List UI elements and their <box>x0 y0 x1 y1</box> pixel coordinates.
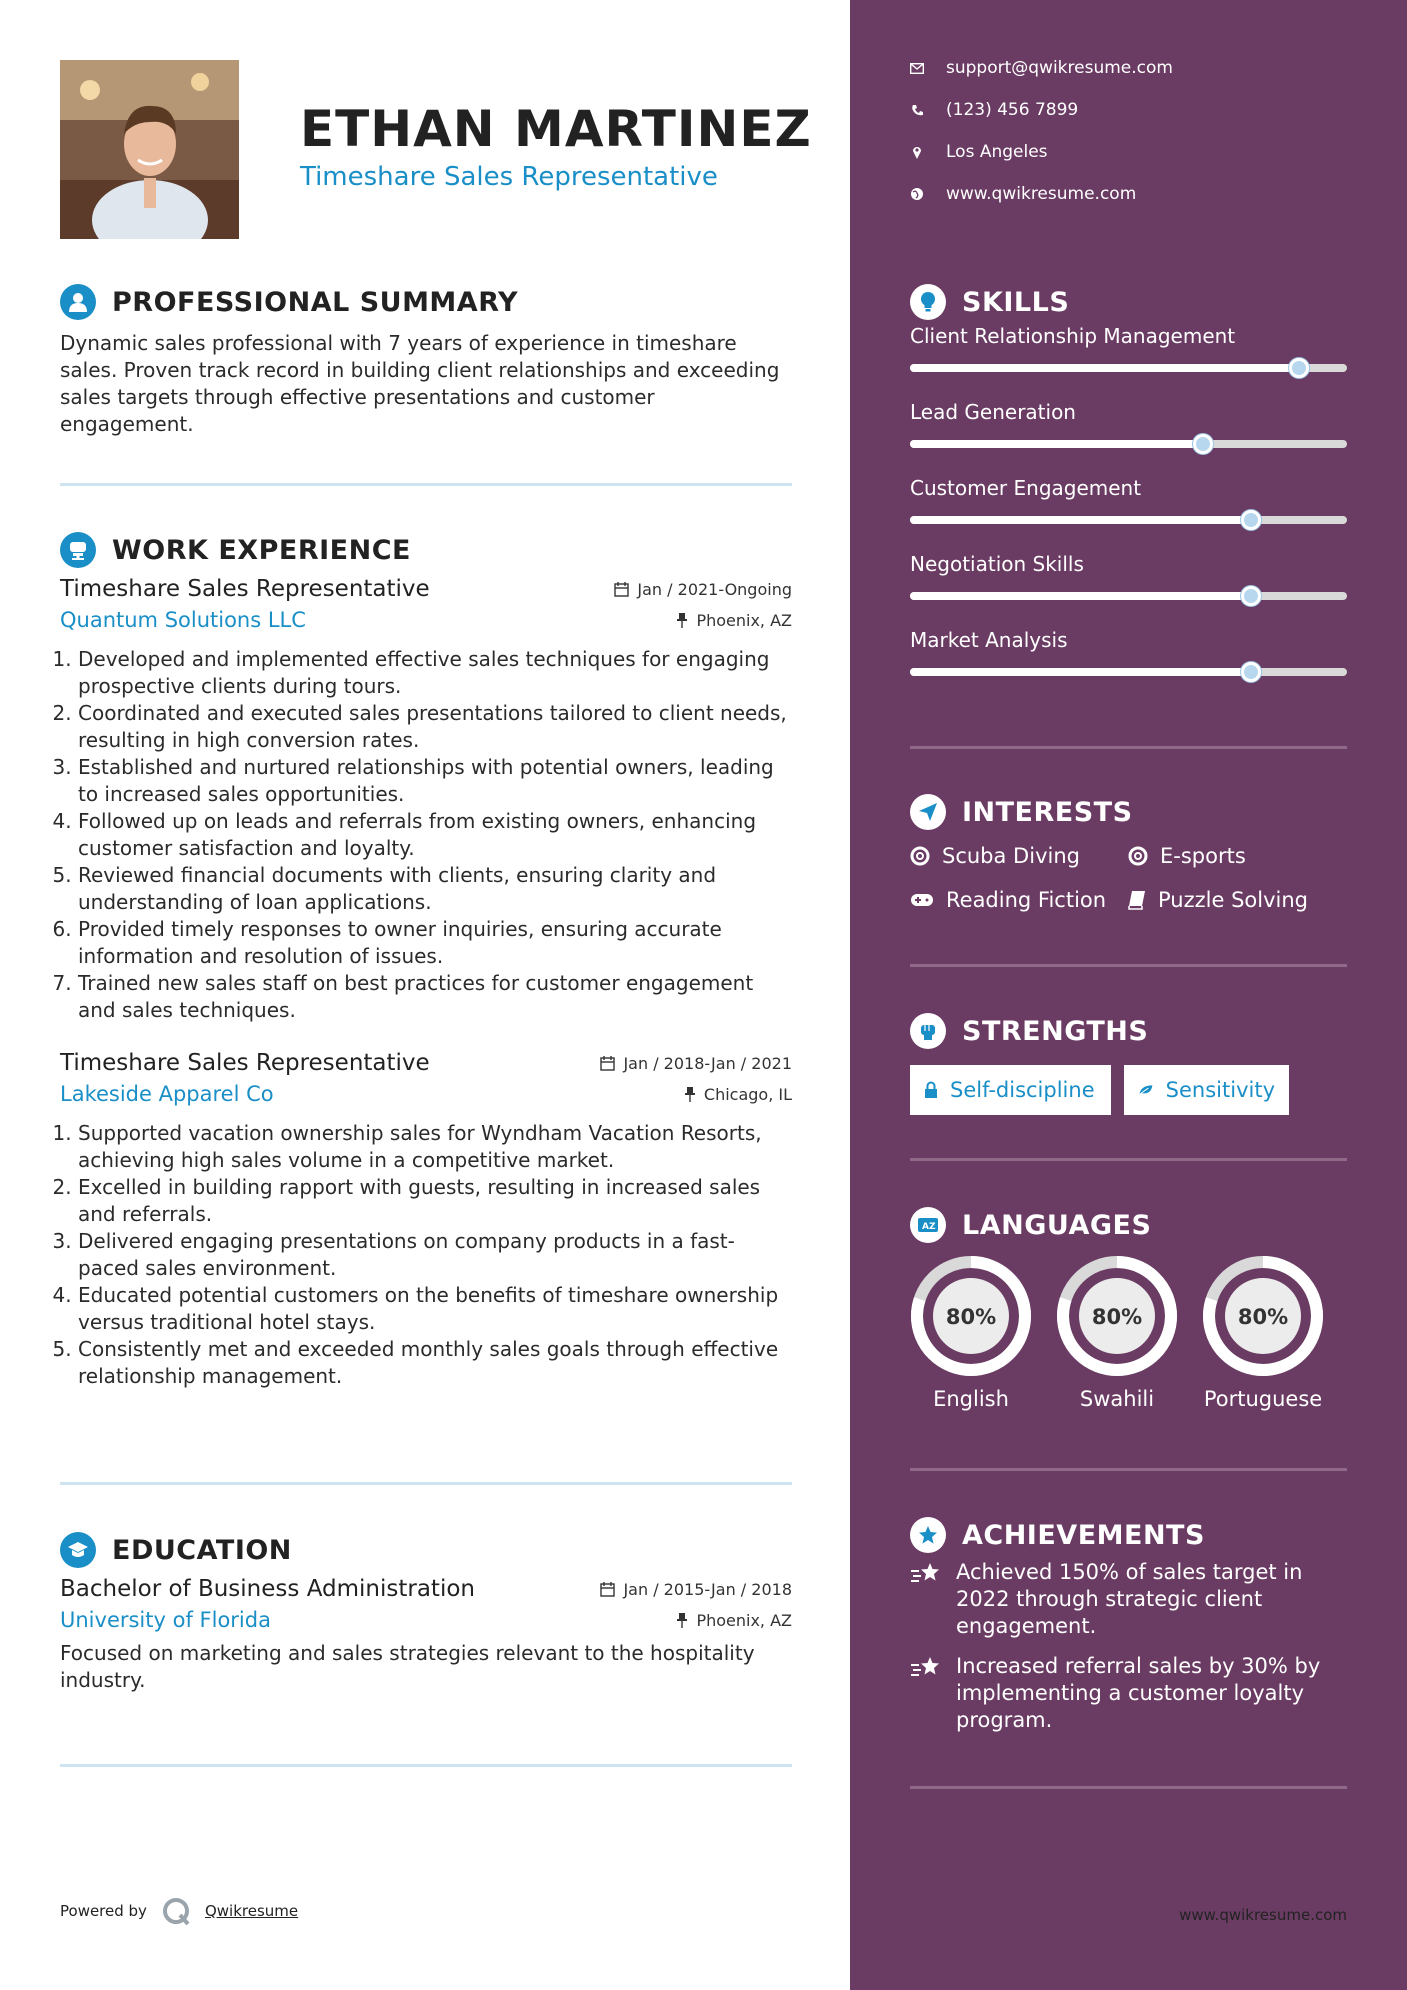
language-name: Portuguese <box>1203 1387 1323 1411</box>
skills-title: SKILLS <box>962 286 1070 318</box>
footer-url[interactable]: www.qwikresume.com <box>1179 1906 1347 1924</box>
job-title: Timeshare Sales Representative <box>60 1050 430 1076</box>
skill-track <box>910 668 1347 676</box>
languages-list <box>910 1255 1347 1425</box>
degree-title: Bachelor of Business Administration <box>60 1576 475 1602</box>
summary-text: Dynamic sales professional with 7 years of experience in timeshare sales. Proven track record in building client relationships and exceeding sales targets through effective presentations and customer engagement. <box>60 331 780 436</box>
svg-text:Z: Z <box>929 1222 936 1232</box>
skills-list <box>910 324 1347 704</box>
skill-fill <box>910 516 1251 524</box>
lock-icon <box>924 1081 938 1099</box>
skill-fill <box>910 592 1251 600</box>
list-item: 2. Coordinated and executed sales presentations tailored to client needs, resulting in high conversion rates. <box>78 700 792 754</box>
skill-item <box>910 324 1347 348</box>
skill-fill <box>910 440 1203 448</box>
strength-label: Sensitivity <box>1165 1078 1275 1102</box>
list-item: 5. Consistently met and exceeded monthly sales goals through effective relationship management. <box>78 1336 792 1390</box>
contact-email-text[interactable]: support@qwikresume.com <box>946 58 1173 78</box>
contact-location <box>910 142 1048 162</box>
skill-track <box>910 440 1347 448</box>
language-ring <box>1056 1255 1178 1377</box>
skill-item <box>910 628 1347 652</box>
languages-section <box>910 1205 1347 1425</box>
language-item <box>1202 1255 1324 1411</box>
education-location-text: Phoenix, AZ <box>696 1610 792 1630</box>
education-section <box>60 1530 792 1694</box>
fist-icon <box>910 1013 946 1049</box>
pin-icon <box>676 613 688 628</box>
sidebar-divider <box>910 1786 1347 1789</box>
skill-knob <box>1193 434 1213 454</box>
qwikresume-link[interactable]: Qwikresume <box>204 1902 299 1920</box>
skill-knob <box>1241 662 1261 682</box>
briefcase-icon <box>60 532 96 568</box>
interest-label: Reading Fiction <box>946 888 1107 912</box>
contact-phone <box>910 100 1078 120</box>
shooting-star-icon <box>910 1653 942 1734</box>
job-location <box>684 1085 792 1104</box>
skill-knob <box>1241 586 1261 606</box>
skill-item <box>910 400 1347 424</box>
language-percent: 80% <box>1237 1305 1289 1329</box>
achievement-text: Achieved 150% of sales target in 2022 through strategic client engagement. <box>956 1560 1303 1638</box>
job-entry <box>60 576 792 1024</box>
profile-photo <box>60 60 239 239</box>
paper-plane-icon <box>910 794 946 830</box>
skill-track <box>910 592 1347 600</box>
skill-item <box>910 476 1347 500</box>
strengths-section <box>910 1011 1347 1125</box>
gamepad-icon <box>910 892 934 908</box>
education-dates <box>600 1580 792 1599</box>
contact-website <box>910 184 1136 204</box>
interest-item <box>910 844 1080 868</box>
calendar-icon <box>614 582 629 597</box>
powered-by <box>60 1896 298 1926</box>
language-percent: 80% <box>945 1305 997 1329</box>
section-divider <box>60 483 792 486</box>
interest-item <box>910 888 1106 912</box>
language-icon <box>910 1207 946 1243</box>
calendar-icon <box>600 1056 615 1071</box>
school-name: University of Florida <box>60 1608 271 1632</box>
star-badge-icon <box>910 1517 946 1553</box>
user-icon <box>60 284 96 320</box>
calendar-icon <box>600 1582 615 1597</box>
achievements-section <box>910 1515 1347 1759</box>
life-ring-icon <box>1128 846 1148 866</box>
interest-label: Scuba Diving <box>942 844 1080 868</box>
skill-track <box>910 364 1347 372</box>
skill-fill <box>910 364 1299 372</box>
pin-icon <box>676 1613 688 1628</box>
education-entry <box>60 1576 792 1694</box>
sidebar-divider <box>910 1468 1347 1471</box>
graduation-cap-icon <box>60 1532 96 1568</box>
job-dates <box>614 580 792 599</box>
life-ring-icon <box>910 846 930 866</box>
language-name: English <box>933 1387 1009 1411</box>
interest-item <box>1128 844 1246 868</box>
strength-badge <box>910 1065 1111 1115</box>
skill-label: Market Analysis <box>910 628 1068 652</box>
company-name: Lakeside Apparel Co <box>60 1082 274 1106</box>
interest-item <box>1128 888 1308 912</box>
skill-label: Lead Generation <box>910 400 1076 424</box>
pin-icon <box>684 1087 696 1102</box>
skill-knob <box>1289 358 1309 378</box>
summary-title: PROFESSIONAL SUMMARY <box>112 286 519 318</box>
leaf-icon <box>1138 1081 1154 1099</box>
achievement-item <box>910 1559 1347 1640</box>
achievements-title: ACHIEVEMENTS <box>962 1519 1205 1551</box>
job-dates-text: Jan / 2021-Ongoing <box>637 579 792 599</box>
book-icon <box>1128 890 1146 910</box>
skill-track <box>910 516 1347 524</box>
candidate-name: ETHAN MARTINEZ <box>300 100 812 158</box>
achievements-list <box>910 1559 1347 1759</box>
contact-website-text[interactable]: www.qwikresume.com <box>946 184 1137 204</box>
job-bullets <box>60 1120 792 1390</box>
section-divider <box>60 1764 792 1767</box>
svg-text:A: A <box>922 1222 929 1232</box>
sidebar-divider <box>910 1158 1347 1161</box>
job-dates-text: Jan / 2018-Jan / 2021 <box>623 1053 792 1073</box>
language-ring <box>910 1255 1032 1377</box>
sidebar-divider <box>910 746 1347 749</box>
summary-section <box>60 282 792 438</box>
interest-label: E-sports <box>1160 844 1246 868</box>
contact-phone-text: (123) 456 7899 <box>946 100 1079 120</box>
powered-by-label: Powered by <box>60 1902 147 1920</box>
candidate-role: Timeshare Sales Representative <box>300 162 718 192</box>
envelope-icon <box>910 63 924 74</box>
list-item: 3. Established and nurtured relationships with potential owners, leading to increased sales opportunities. <box>78 754 792 808</box>
company-name: Quantum Solutions LLC <box>60 608 306 632</box>
job-location <box>676 611 792 630</box>
language-name: Swahili <box>1079 1387 1155 1411</box>
skill-item <box>910 552 1347 576</box>
strengths-title: STRENGTHS <box>962 1015 1149 1047</box>
skill-knob <box>1241 510 1261 530</box>
strength-label: Self-discipline <box>950 1078 1095 1102</box>
list-item: 3. Delivered engaging presentations on company products in a fast-paced sales environment. <box>78 1228 792 1282</box>
experience-section <box>60 530 792 1390</box>
education-dates-text: Jan / 2015-Jan / 2018 <box>623 1579 792 1599</box>
qwikresume-logo-icon <box>161 1896 191 1926</box>
language-percent: 80% <box>1091 1305 1143 1329</box>
skill-fill <box>910 668 1251 676</box>
education-title: EDUCATION <box>112 1534 292 1566</box>
language-item <box>910 1255 1032 1411</box>
education-location <box>676 1611 792 1630</box>
job-dates <box>600 1054 792 1073</box>
contact-email <box>910 58 1173 78</box>
list-item: 7. Trained new sales staff on best practices for customer engagement and sales techniques. <box>78 970 792 1024</box>
achievement-text: Increased referral sales by 30% by implementing a customer loyalty program. <box>956 1654 1321 1732</box>
job-entry <box>60 1050 792 1390</box>
interests-section <box>910 792 1347 932</box>
sidebar-divider <box>910 964 1347 967</box>
globe-icon <box>910 187 924 201</box>
strength-badge <box>1124 1065 1289 1115</box>
list-item: 4. Educated potential customers on the benefits of timeshare ownership versus traditional hotel stays. <box>78 1282 792 1336</box>
section-divider <box>60 1482 792 1485</box>
achievement-item <box>910 1653 1347 1734</box>
interest-label: Puzzle Solving <box>1158 888 1308 912</box>
interests-title: INTERESTS <box>962 796 1133 828</box>
strengths-list <box>910 1065 1347 1125</box>
job-location-text: Phoenix, AZ <box>696 610 792 630</box>
lightbulb-icon <box>910 284 946 320</box>
list-item: 1. Supported vacation ownership sales for Wyndham Vacation Resorts, achieving high sales volume in a competitive market. <box>78 1120 792 1174</box>
list-item: 6. Provided timely responses to owner inquiries, ensuring accurate information and resolution of issues. <box>78 916 792 970</box>
skill-label: Client Relationship Management <box>910 324 1236 348</box>
job-bullets <box>60 646 792 1024</box>
interests-list <box>910 832 1347 932</box>
language-ring <box>1202 1255 1324 1377</box>
languages-title: LANGUAGES <box>962 1209 1152 1241</box>
contact-location-text: Los Angeles <box>946 142 1048 162</box>
phone-icon <box>910 104 924 117</box>
education-text: Focused on marketing and sales strategies relevant to the hospitality industry. <box>60 1641 755 1692</box>
list-item: 1. Developed and implemented effective sales techniques for engaging prospective clients during tours. <box>78 646 792 700</box>
job-title: Timeshare Sales Representative <box>60 576 430 602</box>
list-item: 2. Excelled in building rapport with guests, resulting in increased sales and referrals. <box>78 1174 792 1228</box>
skills-section <box>910 282 1347 704</box>
job-location-text: Chicago, IL <box>703 1084 792 1104</box>
list-item: 5. Reviewed financial documents with clients, ensuring clarity and understanding of loan applications. <box>78 862 792 916</box>
experience-title: WORK EXPERIENCE <box>112 534 411 566</box>
skill-label: Negotiation Skills <box>910 552 1084 576</box>
list-item: 4. Followed up on leads and referrals from existing owners, enhancing customer satisfaction and loyalty. <box>78 808 792 862</box>
language-item <box>1056 1255 1178 1411</box>
sidebar <box>850 0 1407 1990</box>
skill-label: Customer Engagement <box>910 476 1142 500</box>
shooting-star-icon <box>910 1559 942 1640</box>
map-pin-icon <box>910 145 924 159</box>
